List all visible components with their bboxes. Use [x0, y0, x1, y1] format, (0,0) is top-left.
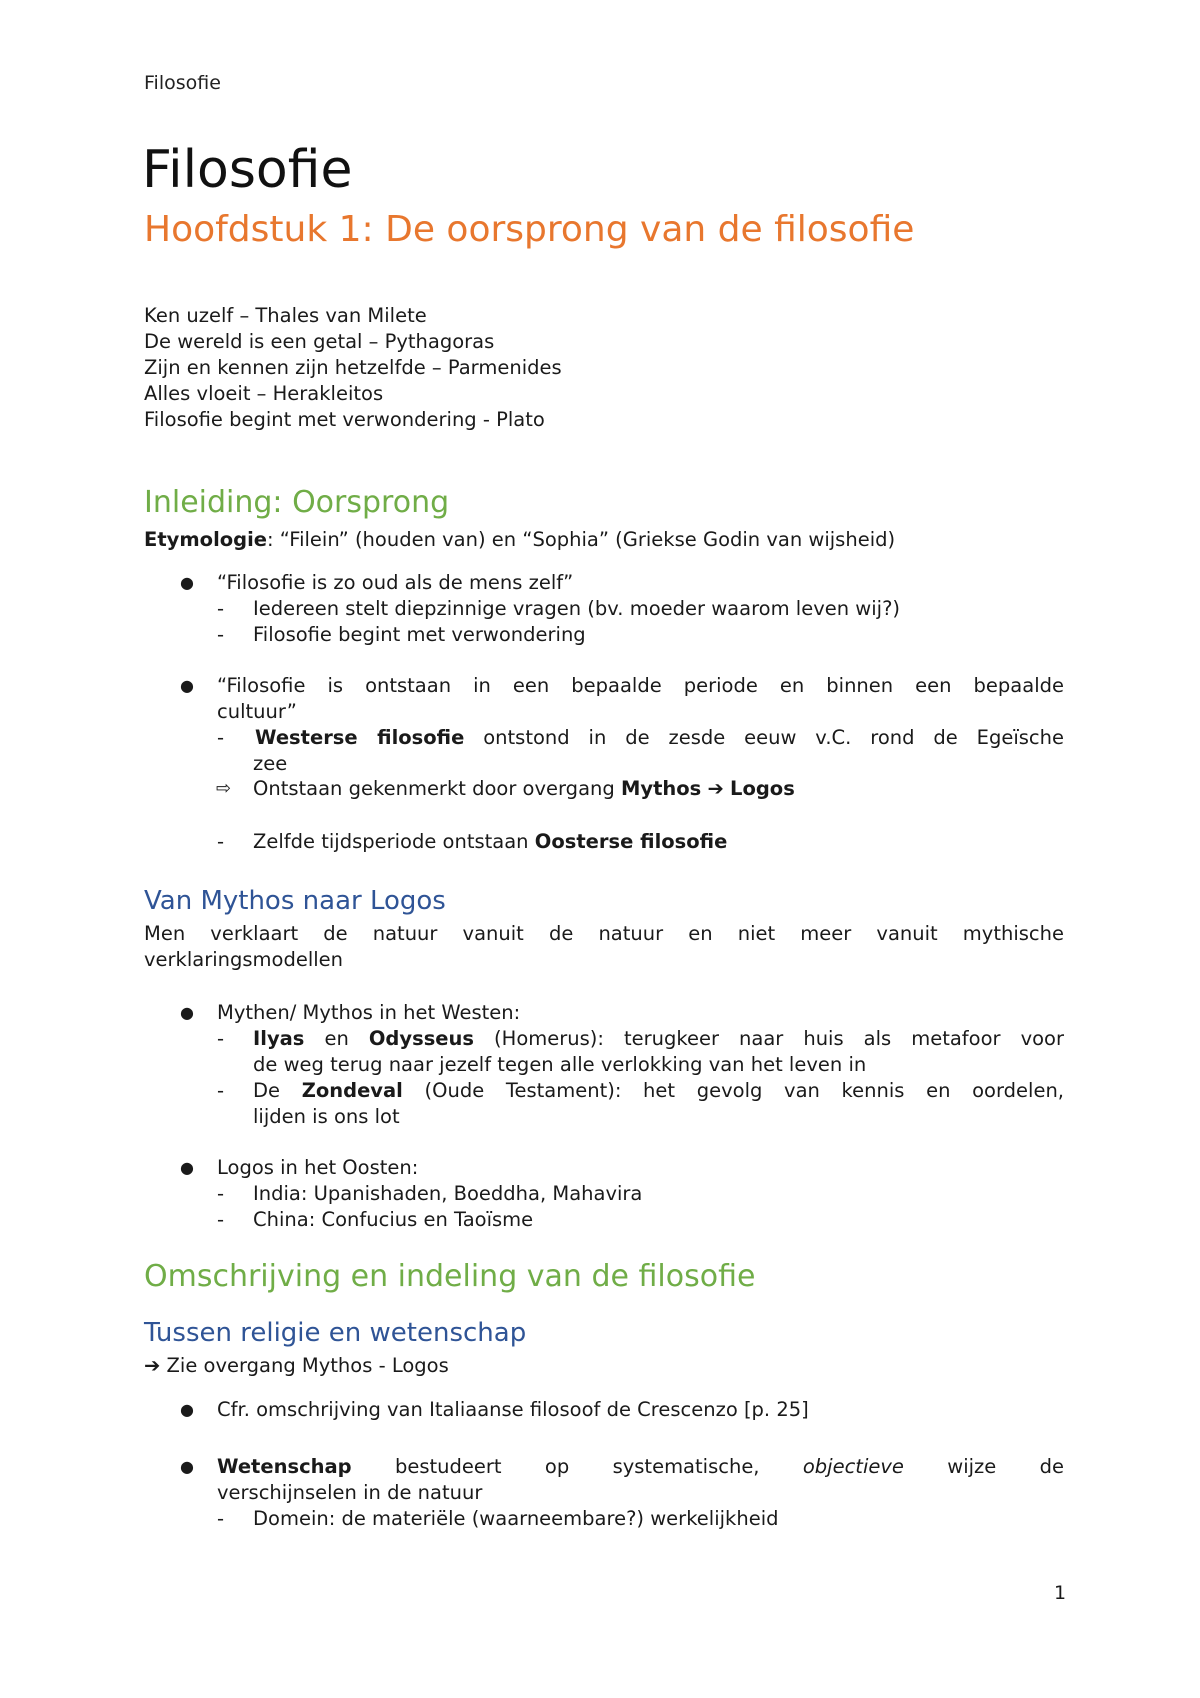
- dash-marker: -: [217, 1027, 225, 1050]
- dash-text: Iedereen stelt diepzinnige vragen (bv. moeder waarom leven wij?): [253, 597, 901, 620]
- dash-text: Domein: de materiële (waarneembare?) werkelijkheid: [253, 1507, 779, 1530]
- quote-item: Zijn en kennen zijn hetzelfde – Parmenides: [144, 356, 562, 379]
- quote-item: Alles vloeit – Herakleitos: [144, 382, 384, 405]
- dash-marker: -: [217, 1079, 225, 1102]
- dash-text-part: De: [253, 1079, 302, 1102]
- arrow-line: [144, 1353, 449, 1379]
- document-title: Filosofie: [142, 140, 353, 200]
- etymology-text: : “Filein” (houden van) en “Sophia” (Griekse Godin van wijsheid): [267, 528, 896, 551]
- dash-text-part: en: [304, 1027, 369, 1050]
- outline-arrow-icon: ⇨: [216, 778, 232, 799]
- bullet-dot: ●: [180, 676, 194, 695]
- bullet-text: Mythen/ Mythos in het Westen:: [217, 1001, 521, 1024]
- arrow-line-text: Ontstaan gekenmerkt door overgang: [253, 777, 621, 800]
- bullet-text: Cfr. omschrijving van Italiaanse filosoof de Crescenzo [p. 25]: [217, 1398, 809, 1421]
- dash-marker: -: [217, 1208, 225, 1231]
- bullet-text: “Filosofie is zo oud als de mens zelf”: [217, 571, 574, 594]
- dash-text: [255, 725, 1064, 751]
- arrow-line-text: Zie overgang Mythos - Logos: [166, 1354, 449, 1377]
- bold-term: Odysseus: [368, 1027, 475, 1050]
- etymology-label: Etymologie: [144, 528, 268, 551]
- bullet-text-part: wijze de: [903, 1455, 1064, 1478]
- bullet-dot: ●: [180, 1003, 194, 1022]
- paragraph-line: Men verklaart de natuur vanuit de natuur en niet meer vanuit mythische: [144, 922, 1064, 945]
- bullet-dot: ●: [180, 573, 194, 592]
- bold-term: Ilyas: [253, 1027, 305, 1050]
- dash-text: [253, 1026, 1064, 1052]
- dash-text-rest: ontstond in de zesde eeuw v.C. rond de Egeïsche: [464, 726, 1064, 749]
- bold-term: Oosterse filosofie: [534, 830, 728, 853]
- dash-marker: -: [217, 1507, 225, 1530]
- dash-marker: -: [217, 623, 225, 646]
- bullet-text: “Filosofie is ontstaan in een bepaalde periode en binnen een bepaalde: [217, 674, 1064, 697]
- subheading-religie-wetenschap: Tussen religie en wetenschap: [144, 1318, 527, 1348]
- subheading-mythos-logos: Van Mythos naar Logos: [144, 886, 446, 916]
- running-header: Filosofie: [144, 72, 221, 94]
- bold-term: Westerse filosofie: [255, 726, 465, 749]
- dash-text-cont: zee: [253, 752, 288, 775]
- bullet-dot: ●: [180, 1457, 194, 1476]
- bullet-text: [217, 1454, 1064, 1480]
- quote-item: De wereld is een getal – Pythagoras: [144, 330, 495, 353]
- bold-term: Mythos: [620, 777, 702, 800]
- italic-term: objectieve: [802, 1455, 904, 1478]
- dash-text: [253, 829, 727, 855]
- dash-text-part: (Oude Testament): het gevolg van kennis en oordelen,: [402, 1079, 1065, 1102]
- bullet-text-part: bestudeert op systematische,: [351, 1455, 803, 1478]
- page-number: 1: [1054, 1582, 1067, 1604]
- paragraph-line: verklaringsmodellen: [144, 948, 344, 971]
- arrow-line: [253, 776, 795, 802]
- dash-marker: -: [217, 597, 225, 620]
- dash-marker: -: [217, 726, 225, 749]
- chapter-heading: Hoofdstuk 1: De oorsprong van de filosofie: [144, 209, 915, 250]
- bullet-dot: ●: [180, 1400, 194, 1419]
- bullet-text: Logos in het Oosten:: [217, 1156, 419, 1179]
- bullet-text-cont: cultuur”: [217, 700, 297, 723]
- dash-text-cont: de weg terug naar jezelf tegen alle verlokking van het leven in: [253, 1053, 867, 1076]
- dash-text-part: (Homerus): terugkeer naar huis als metafoor voor: [474, 1027, 1064, 1050]
- bullet-text-cont: verschijnselen in de natuur: [217, 1481, 483, 1504]
- dash-marker: -: [217, 1182, 225, 1205]
- bold-term: Zondeval: [301, 1079, 403, 1102]
- solid-arrow-icon: ➔: [144, 1354, 161, 1377]
- dash-text: India: Upanishaden, Boeddha, Mahavira: [253, 1182, 643, 1205]
- dash-marker: -: [217, 830, 225, 853]
- dash-text: [253, 1078, 1064, 1104]
- solid-arrow-icon: ➔: [707, 777, 724, 800]
- bold-term: Wetenschap: [217, 1455, 352, 1478]
- dash-text-part: Zelfde tijdsperiode ontstaan: [253, 830, 535, 853]
- bold-term: Logos: [730, 777, 795, 800]
- quote-item: Filosofie begint met verwondering - Plato: [144, 408, 545, 431]
- section-heading-omschrijving: Omschrijving en indeling van de filosofie: [144, 1259, 756, 1294]
- etymology-line: [144, 527, 895, 553]
- quote-item: Ken uzelf – Thales van Milete: [144, 304, 427, 327]
- dash-text-cont: lijden is ons lot: [253, 1105, 400, 1128]
- dash-text: China: Confucius en Taoïsme: [253, 1208, 534, 1231]
- dash-text: Filosofie begint met verwondering: [253, 623, 586, 646]
- section-heading-inleiding: Inleiding: Oorsprong: [144, 485, 450, 520]
- bullet-dot: ●: [180, 1158, 194, 1177]
